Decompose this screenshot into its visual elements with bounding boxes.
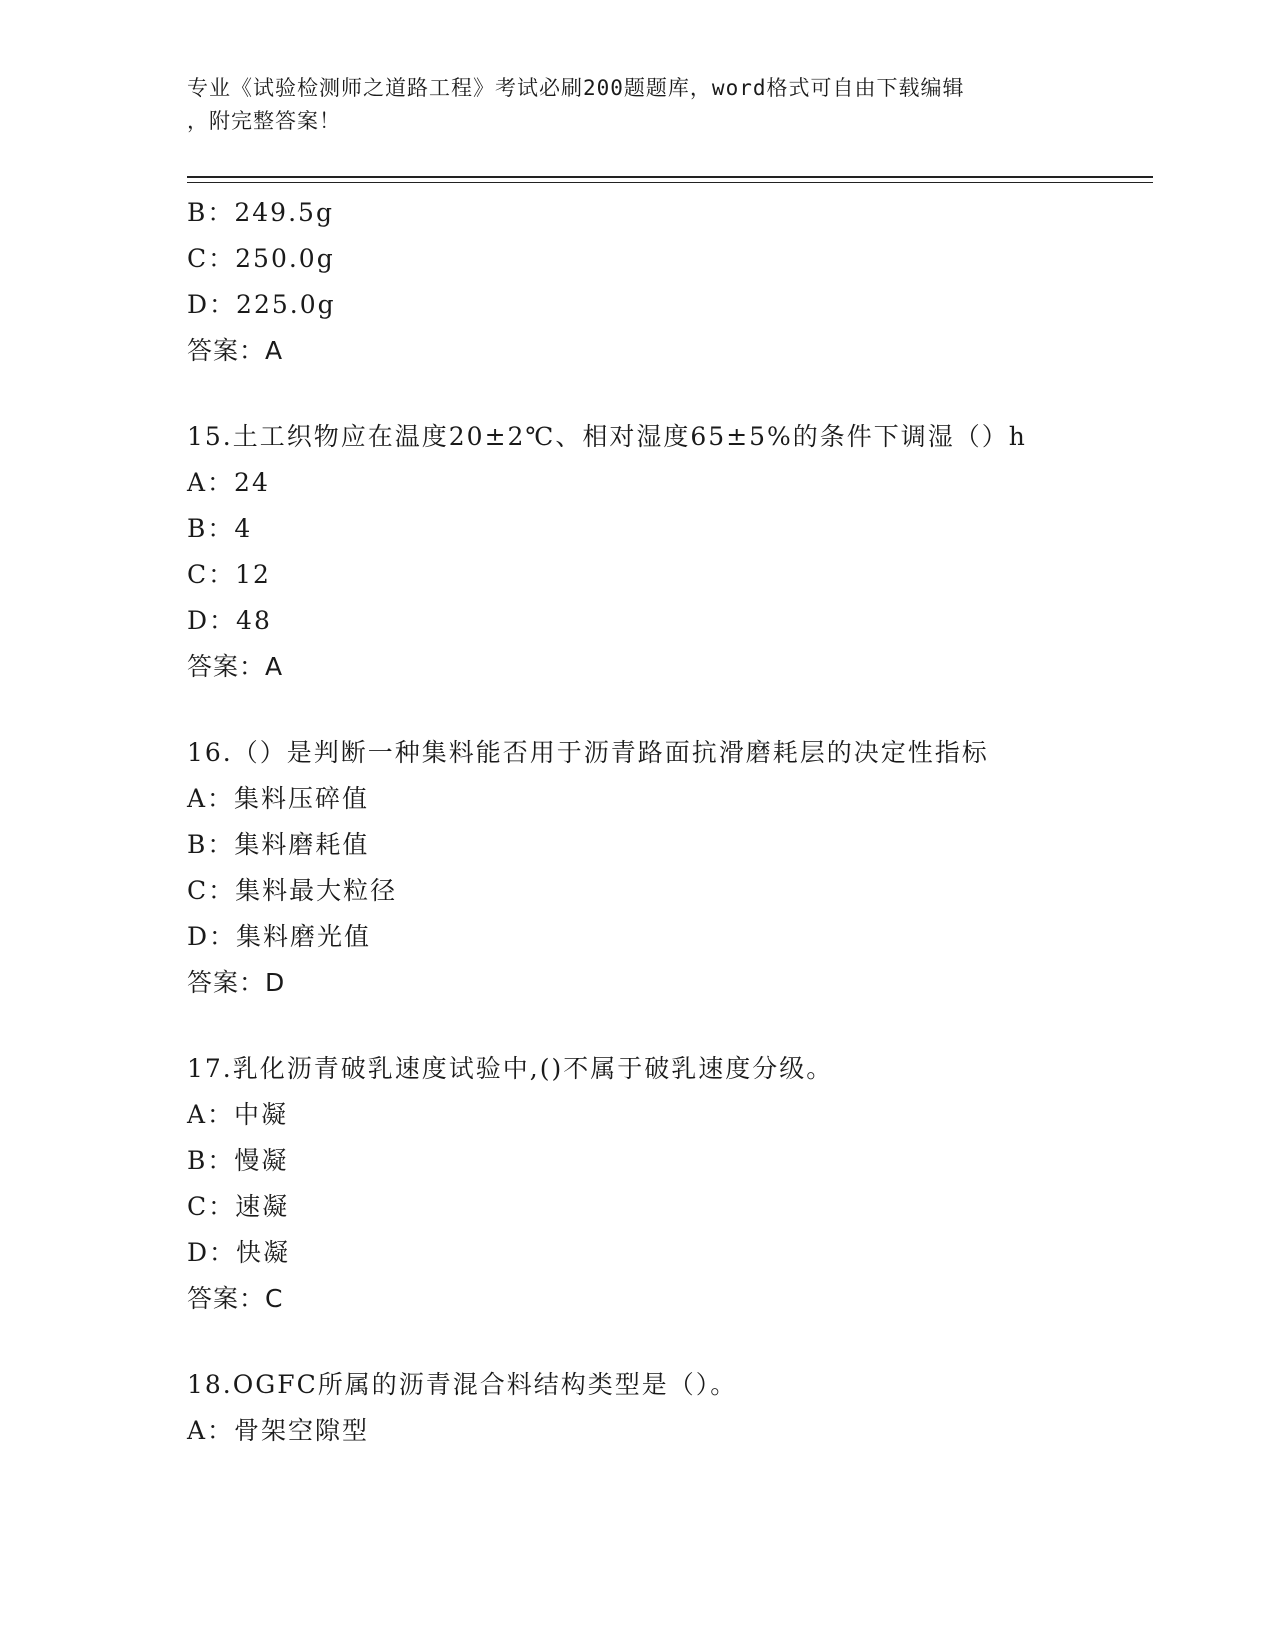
spacer (187, 1006, 1153, 1046)
option-d: D：快凝 (187, 1238, 291, 1267)
question-17 (187, 1046, 1153, 1322)
option-b: B：4 (187, 514, 253, 543)
option-c: C：250.0g (187, 244, 335, 273)
question-text: 15.土工织物应在温度20±2℃、相对湿度65±5%的条件下调湿（）h (187, 422, 1027, 451)
option-a: A：骨架空隙型 (187, 1416, 370, 1445)
option-a: A：24 (187, 468, 270, 497)
spacer (187, 1322, 1153, 1362)
question-list (187, 190, 1153, 1454)
spacer (187, 374, 1153, 414)
option-d: D：225.0g (187, 290, 336, 319)
option-b: B：249.5g (187, 198, 334, 227)
option-a: A：集料压碎值 (187, 784, 370, 813)
document-header (187, 72, 1087, 138)
option-c: C：12 (187, 560, 271, 589)
option-c: C：速凝 (187, 1192, 290, 1221)
header-title-line-1: 专业《试验检测师之道路工程》考试必刷200题题库，word格式可自由下载编辑 (187, 76, 965, 100)
answer-line: 答案：A (187, 652, 284, 681)
question-14-continued (187, 190, 1153, 374)
header-divider-thick (187, 176, 1153, 178)
question-15 (187, 414, 1153, 690)
option-d: D：48 (187, 606, 272, 635)
question-text: 16.（）是判断一种集料能否用于沥青路面抗滑磨耗层的决定性指标 (187, 738, 989, 767)
option-b: B：集料磨耗值 (187, 830, 370, 859)
question-text: 18.OGFC所属的沥青混合料结构类型是（）。 (187, 1370, 738, 1399)
option-d: D：集料磨光值 (187, 922, 372, 951)
answer-line: 答案：C (187, 1284, 284, 1313)
header-divider-thin (187, 182, 1153, 183)
answer-line: 答案：D (187, 968, 286, 997)
question-18 (187, 1362, 1153, 1454)
header-title-line-2: ，附完整答案！ (187, 109, 341, 133)
spacer (187, 690, 1153, 730)
option-a: A：中凝 (187, 1100, 289, 1129)
question-16 (187, 730, 1153, 1006)
question-text: 17.乳化沥青破乳速度试验中,()不属于破乳速度分级。 (187, 1054, 834, 1083)
option-c: C：集料最大粒径 (187, 876, 398, 905)
answer-line: 答案：A (187, 336, 284, 365)
option-b: B：慢凝 (187, 1146, 289, 1175)
